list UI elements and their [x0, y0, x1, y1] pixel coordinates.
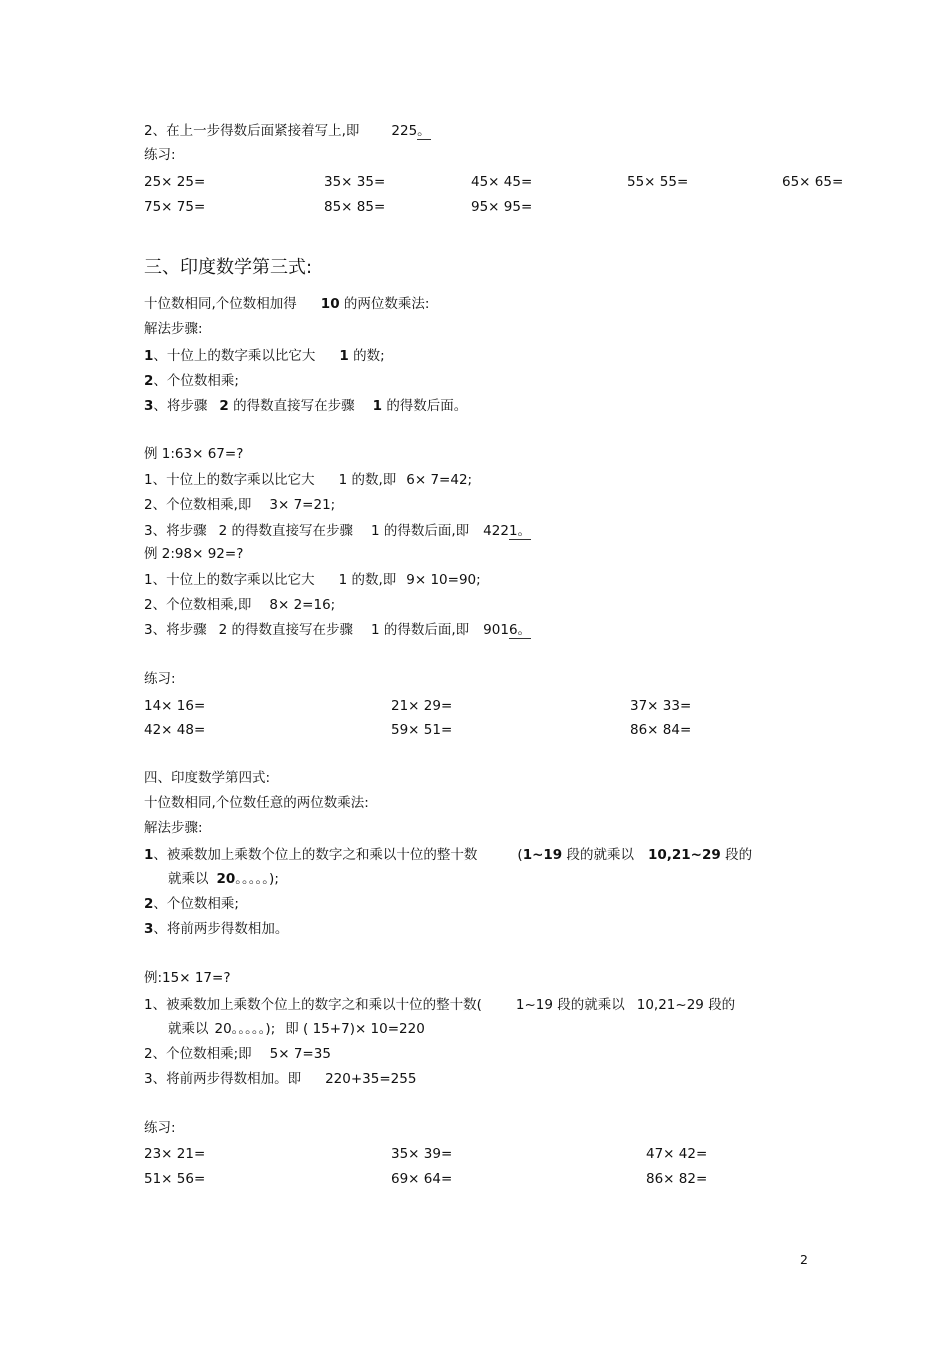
value: 220+35=255 — [325, 1071, 417, 1087]
sec2-practice-label: 练习: — [144, 147, 176, 163]
text: 3、将步骤 — [144, 622, 207, 638]
practice-item: 14× 16= — [144, 698, 206, 714]
example-1-line-1 — [144, 471, 472, 489]
sec4-example-line-2 — [144, 1045, 331, 1063]
sec4-example-title: 例:15× 17=? — [144, 970, 231, 986]
page-number: 2 — [800, 1252, 808, 1267]
value: 2 — [218, 622, 228, 638]
sec3-step1 — [144, 347, 385, 365]
practice-item: 86× 84= — [630, 722, 692, 738]
value: 6。 — [508, 622, 532, 638]
text: 1、十位上的数字乘以比它大 — [144, 472, 315, 488]
sec4-practice-label: 练习: — [144, 1120, 176, 1136]
value: 。 — [417, 123, 431, 139]
value: 2 — [218, 523, 228, 539]
text: ( — [517, 847, 523, 863]
text: 的数; — [353, 348, 385, 364]
value: 1 — [338, 472, 348, 488]
sec4-desc: 十位数相同,个位数任意的两位数乘法: — [144, 795, 369, 811]
text: 20。。。。。); — [214, 1021, 276, 1037]
value: 1 — [370, 523, 380, 539]
practice-item: 59× 51= — [391, 722, 453, 738]
section-title-4: 四、印度数学第四式: — [144, 770, 271, 786]
value: 225 — [391, 123, 418, 139]
text: 的得数后面,即 — [383, 523, 470, 539]
step-number: 2 — [144, 373, 154, 389]
sec4-step1-cont — [168, 870, 279, 888]
value: 3× 7=21; — [269, 497, 336, 513]
sec3-practice-label: 练习: — [144, 671, 176, 687]
practice-item: 86× 82= — [646, 1171, 708, 1187]
value: 2 — [219, 398, 229, 414]
text: 2、个位数相乘,即 — [144, 497, 252, 513]
text: 的得数直接写在步骤 — [231, 523, 353, 539]
sec4-step3 — [144, 920, 288, 938]
value: 1 — [338, 572, 348, 588]
practice-item: 42× 48= — [144, 722, 206, 738]
sec4-steps-label: 解法步骤: — [144, 820, 203, 836]
text: 2、个位数相乘,即 — [144, 597, 252, 613]
text: 、将步骤 — [153, 398, 208, 414]
practice-item: 75× 75= — [144, 199, 206, 215]
practice-item: 85× 85= — [324, 199, 386, 215]
example-1-line-2 — [144, 496, 335, 514]
text: 2、个位数相乘;即 — [144, 1046, 252, 1062]
practice-item: 21× 29= — [391, 698, 453, 714]
text: 、个位数相乘; — [153, 896, 239, 912]
sec4-example-line-1-cont — [168, 1020, 425, 1038]
text: 、个位数相乘; — [153, 373, 239, 389]
text: 3、将步骤 — [144, 523, 207, 539]
practice-item: 23× 21= — [144, 1146, 206, 1162]
value: 1 — [372, 398, 383, 414]
text: 段的就乘以 — [557, 997, 625, 1013]
practice-item: 55× 55= — [627, 174, 689, 190]
text: 段的 — [725, 847, 753, 863]
step-number: 1 — [144, 847, 154, 863]
value: 20 — [216, 871, 236, 887]
text: 的得数后面,即 — [383, 622, 470, 638]
text: 就乘以 — [168, 1021, 209, 1037]
value: 15+7)× 10=220 — [312, 1021, 425, 1037]
example-2-title: 例 2:98× 92=? — [144, 546, 244, 562]
sec4-example-line-3 — [144, 1070, 416, 1088]
practice-item: 51× 56= — [144, 1171, 206, 1187]
example-1-line-3 — [144, 522, 531, 540]
section-title-3: 三、印度数学第三式: — [144, 257, 313, 278]
text: 3、将前两步得数相加。即 — [144, 1071, 302, 1087]
value: 422 — [483, 523, 509, 539]
text: 的得数后面。 — [386, 398, 468, 414]
value: 10,21~29 — [636, 997, 704, 1013]
text: 、十位上的数字乘以比它大 — [153, 348, 316, 364]
sec3-desc — [144, 295, 429, 313]
sec4-step2 — [144, 895, 239, 913]
step-number: 2 — [144, 896, 154, 912]
step-number: 3 — [144, 921, 154, 937]
value: 901 — [483, 622, 509, 638]
practice-item: 35× 35= — [324, 174, 386, 190]
sec3-step2 — [144, 372, 239, 390]
example-2-line-2 — [144, 596, 335, 614]
sec3-steps-label: 解法步骤: — [144, 321, 203, 337]
value: 1~19 — [515, 997, 553, 1013]
text: 段的 — [708, 997, 736, 1013]
example-1-title: 例 1:63× 67=? — [144, 446, 244, 462]
text: 1、十位上的数字乘以比它大 — [144, 572, 315, 588]
sec2-step2 — [144, 122, 431, 140]
practice-item: 47× 42= — [646, 1146, 708, 1162]
text: 就乘以 — [168, 871, 209, 887]
value: 1 — [339, 348, 349, 364]
value: 1 — [370, 622, 380, 638]
text: 、被乘数加上乘数个位上的数字之和乘以十位的整十数 — [153, 847, 478, 863]
practice-item: 69× 64= — [391, 1171, 453, 1187]
step-number: 3 — [144, 398, 154, 414]
practice-item: 45× 45= — [471, 174, 533, 190]
sec4-example-line-1 — [144, 996, 735, 1014]
text: 1、被乘数加上乘数个位上的数字之和乘以十位的整十数( — [144, 997, 482, 1013]
sec3-step3 — [144, 397, 467, 415]
value: 9× 10=90; — [406, 572, 481, 588]
value: 8× 2=16; — [269, 597, 336, 613]
practice-item: 37× 33= — [630, 698, 692, 714]
value: 10 — [320, 296, 340, 312]
text: 2、在上一步得数后面紧接着写上,即 — [144, 123, 360, 139]
text: 的得数直接写在步骤 — [233, 398, 355, 414]
practice-item: 95× 95= — [471, 199, 533, 215]
step-number: 1 — [144, 348, 154, 364]
text: 即 ( — [285, 1021, 309, 1037]
text: 、将前两步得数相加。 — [153, 921, 289, 937]
text: 的得数直接写在步骤 — [231, 622, 353, 638]
text: 的两位数乘法: — [343, 296, 430, 312]
text: 的数,即 — [351, 572, 397, 588]
value: 1。 — [508, 523, 532, 539]
example-2-line-1 — [144, 571, 481, 589]
practice-item: 65× 65= — [782, 174, 844, 190]
text: 十位数相同,个位数相加得 — [144, 296, 297, 312]
text: 。。。。。); — [235, 871, 279, 887]
sec4-step1 — [144, 846, 752, 864]
value: 10,21~29 — [647, 847, 721, 863]
value: 1~19 — [522, 847, 563, 863]
value: 5× 7=35 — [269, 1046, 331, 1062]
practice-item: 35× 39= — [391, 1146, 453, 1162]
text: 段的就乘以 — [566, 847, 634, 863]
practice-item: 25× 25= — [144, 174, 206, 190]
value: 6× 7=42; — [406, 472, 473, 488]
text: 的数,即 — [351, 472, 397, 488]
example-2-line-3 — [144, 621, 531, 639]
